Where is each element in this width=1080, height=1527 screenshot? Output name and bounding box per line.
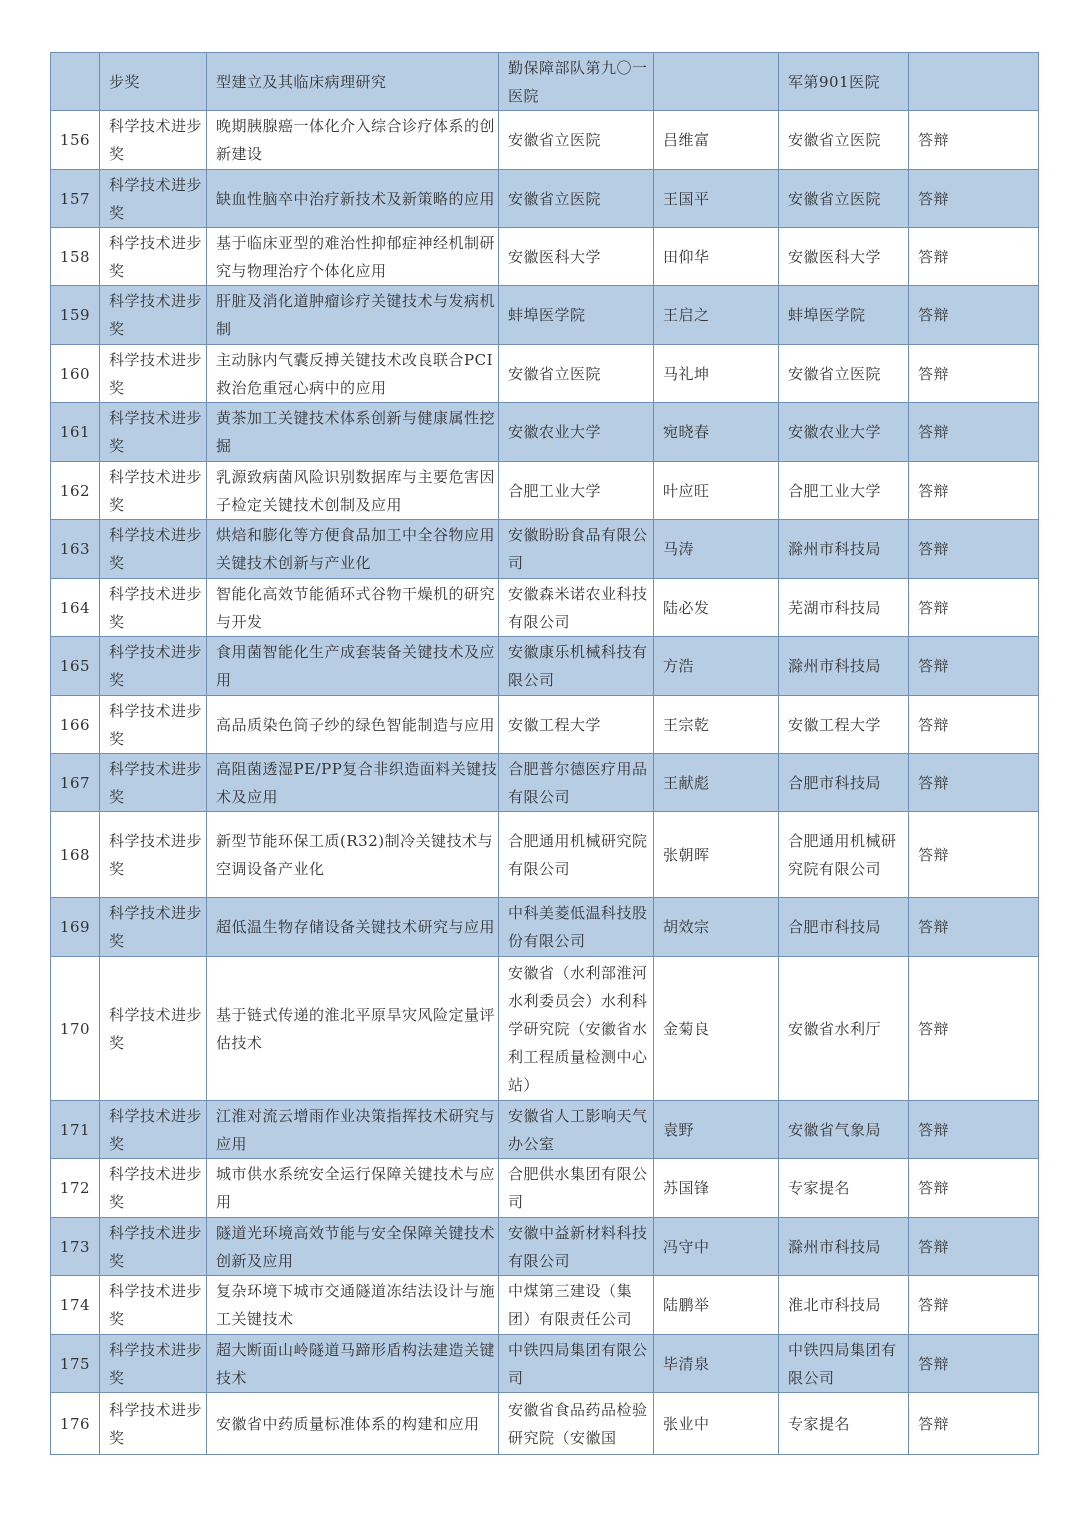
cell-no: 173: [51, 1218, 100, 1276]
cell-nominator: 安徽医科大学: [779, 228, 909, 286]
cell-no: 166: [51, 696, 100, 754]
cell-unit: 安徽省立医院: [499, 111, 654, 170]
cell-person: 田仰华: [654, 228, 779, 286]
table-row: [51, 286, 1039, 345]
cell-method: 答辩: [909, 1393, 1039, 1455]
cell-unit: 安徽盼盼食品有限公司: [499, 520, 654, 579]
cell-project: 城市供水系统安全运行保障关键技术与应用: [207, 1159, 499, 1218]
cell-nominator: 安徽工程大学: [779, 696, 909, 754]
cell-nominator: 合肥工业大学: [779, 462, 909, 520]
cell-method: 答辩: [909, 111, 1039, 170]
cell-unit: 安徽省立医院: [499, 170, 654, 228]
cell-person: 胡效宗: [654, 898, 779, 957]
cell-no: 170: [51, 957, 100, 1101]
cell-nominator: 淮北市科技局: [779, 1276, 909, 1335]
cell-project: 缺血性脑卒中治疗新技术及新策略的应用: [207, 170, 499, 228]
cell-unit: 安徽工程大学: [499, 696, 654, 754]
cell-person: 陆必发: [654, 579, 779, 637]
table-row: [51, 898, 1039, 957]
cell-unit: 中科美菱低温科技股份有限公司: [499, 898, 654, 957]
cell-type: 科学技术进步奖: [100, 1159, 207, 1218]
cell-no: 176: [51, 1393, 100, 1455]
cell-person: 宛晓春: [654, 403, 779, 462]
cell-no: 172: [51, 1159, 100, 1218]
cell-type: 科学技术进步奖: [100, 812, 207, 898]
cell-nominator: 安徽省气象局: [779, 1101, 909, 1159]
cell-nominator: 专家提名: [779, 1159, 909, 1218]
cell-unit: 合肥工业大学: [499, 462, 654, 520]
cell-method: 答辩: [909, 170, 1039, 228]
cell-type: 科学技术进步奖: [100, 345, 207, 403]
cell-unit: 安徽省立医院: [499, 345, 654, 403]
cell-type: 科学技术进步奖: [100, 696, 207, 754]
cell-method: 答辩: [909, 898, 1039, 957]
cell-type: 科学技术进步奖: [100, 637, 207, 696]
cell-no: [51, 53, 100, 111]
cell-unit: 安徽省食品药品检验研究院（安徽国: [499, 1393, 654, 1455]
cell-no: 156: [51, 111, 100, 170]
cell-method: 答辩: [909, 696, 1039, 754]
cell-type: 科学技术进步奖: [100, 1276, 207, 1335]
cell-project: 安徽省中药质量标准体系的构建和应用: [207, 1393, 499, 1455]
cell-type: 科学技术进步奖: [100, 228, 207, 286]
table-row: [51, 1101, 1039, 1159]
cell-person: 马礼坤: [654, 345, 779, 403]
cell-person: 叶应旺: [654, 462, 779, 520]
cell-nominator: 合肥市科技局: [779, 754, 909, 812]
cell-project: 黄茶加工关键技术体系创新与健康属性挖掘: [207, 403, 499, 462]
cell-type: 科学技术进步奖: [100, 1393, 207, 1455]
cell-person: 王启之: [654, 286, 779, 345]
table-row: [51, 1393, 1039, 1455]
cell-unit: 安徽森米诺农业科技有限公司: [499, 579, 654, 637]
cell-type: 科学技术进步奖: [100, 957, 207, 1101]
cell-person: 冯守中: [654, 1218, 779, 1276]
cell-type: 科学技术进步奖: [100, 462, 207, 520]
cell-unit: 中煤第三建设（集团）有限责任公司: [499, 1276, 654, 1335]
cell-nominator: 军第901医院: [779, 53, 909, 111]
cell-method: 答辩: [909, 637, 1039, 696]
cell-project: 晚期胰腺癌一体化介入综合诊疗体系的创新建设: [207, 111, 499, 170]
cell-nominator: 滁州市科技局: [779, 520, 909, 579]
cell-method: 答辩: [909, 403, 1039, 462]
table-row: [51, 1159, 1039, 1218]
cell-project: 乳源致病菌风险识别数据库与主要危害因子检定关键技术创制及应用: [207, 462, 499, 520]
cell-project: 隧道光环境高效节能与安全保障关键技术创新及应用: [207, 1218, 499, 1276]
cell-method: 答辩: [909, 345, 1039, 403]
cell-no: 165: [51, 637, 100, 696]
cell-person: 王国平: [654, 170, 779, 228]
cell-person: 王献彪: [654, 754, 779, 812]
cell-type: 科学技术进步奖: [100, 1218, 207, 1276]
cell-project: 肝脏及消化道肿瘤诊疗关键技术与发病机制: [207, 286, 499, 345]
cell-type: 科学技术进步奖: [100, 579, 207, 637]
cell-project: 新型节能环保工质(R32)制冷关键技术与空调设备产业化: [207, 812, 499, 898]
cell-project: 烘焙和膨化等方便食品加工中全谷物应用关键技术创新与产业化: [207, 520, 499, 579]
cell-project: 食用菌智能化生产成套装备关键技术及应用: [207, 637, 499, 696]
cell-no: 175: [51, 1335, 100, 1393]
cell-person: 袁野: [654, 1101, 779, 1159]
cell-nominator: 中铁四局集团有限公司: [779, 1335, 909, 1393]
cell-unit: 安徽中益新材料科技有限公司: [499, 1218, 654, 1276]
cell-no: 163: [51, 520, 100, 579]
table-row: [51, 111, 1039, 170]
table-row: [51, 1335, 1039, 1393]
cell-person: 王宗乾: [654, 696, 779, 754]
cell-no: 164: [51, 579, 100, 637]
cell-nominator: 安徽省立医院: [779, 111, 909, 170]
cell-project: 江淮对流云增雨作业决策指挥技术研究与应用: [207, 1101, 499, 1159]
cell-person: 吕维富: [654, 111, 779, 170]
table-row: [51, 228, 1039, 286]
table-row: [51, 53, 1039, 111]
cell-method: 答辩: [909, 520, 1039, 579]
award-table: [50, 52, 1039, 1455]
cell-method: 答辩: [909, 1335, 1039, 1393]
table-row: [51, 170, 1039, 228]
cell-method: 答辩: [909, 957, 1039, 1101]
table-row: [51, 754, 1039, 812]
cell-unit: 合肥普尔德医疗用品有限公司: [499, 754, 654, 812]
table-row: [51, 579, 1039, 637]
cell-nominator: 滁州市科技局: [779, 637, 909, 696]
cell-type: 步奖: [100, 53, 207, 111]
cell-person: 陆鹏举: [654, 1276, 779, 1335]
cell-project: 超大断面山岭隧道马蹄形盾构法建造关键技术: [207, 1335, 499, 1393]
cell-type: 科学技术进步奖: [100, 898, 207, 957]
cell-unit: 勤保障部队第九〇一医院: [499, 53, 654, 111]
cell-nominator: 安徽省立医院: [779, 170, 909, 228]
cell-no: 168: [51, 812, 100, 898]
cell-no: 158: [51, 228, 100, 286]
cell-type: 科学技术进步奖: [100, 1101, 207, 1159]
cell-no: 167: [51, 754, 100, 812]
cell-method: 答辩: [909, 286, 1039, 345]
cell-unit: 中铁四局集团有限公司: [499, 1335, 654, 1393]
cell-nominator: 专家提名: [779, 1393, 909, 1455]
table-row: [51, 1276, 1039, 1335]
cell-method: 答辩: [909, 1101, 1039, 1159]
table-row: [51, 696, 1039, 754]
cell-person: 张朝晖: [654, 812, 779, 898]
cell-no: 174: [51, 1276, 100, 1335]
table-row: [51, 957, 1039, 1101]
cell-type: 科学技术进步奖: [100, 286, 207, 345]
cell-type: 科学技术进步奖: [100, 754, 207, 812]
cell-no: 161: [51, 403, 100, 462]
cell-no: 157: [51, 170, 100, 228]
cell-type: 科学技术进步奖: [100, 520, 207, 579]
cell-person: [654, 53, 779, 111]
cell-unit: 安徽康乐机械科技有限公司: [499, 637, 654, 696]
cell-type: 科学技术进步奖: [100, 1335, 207, 1393]
cell-project: 型建立及其临床病理研究: [207, 53, 499, 111]
cell-nominator: 芜湖市科技局: [779, 579, 909, 637]
cell-method: 答辩: [909, 1276, 1039, 1335]
cell-method: 答辩: [909, 228, 1039, 286]
cell-method: [909, 53, 1039, 111]
cell-nominator: 安徽省水利厅: [779, 957, 909, 1101]
cell-nominator: 安徽省立医院: [779, 345, 909, 403]
cell-person: 张业中: [654, 1393, 779, 1455]
cell-nominator: 合肥通用机械研究院有限公司: [779, 812, 909, 898]
cell-no: 171: [51, 1101, 100, 1159]
cell-project: 高品质染色筒子纱的绿色智能制造与应用: [207, 696, 499, 754]
cell-method: 答辩: [909, 579, 1039, 637]
cell-person: 毕清泉: [654, 1335, 779, 1393]
cell-method: 答辩: [909, 462, 1039, 520]
cell-unit: 安徽农业大学: [499, 403, 654, 462]
cell-unit: 安徽省（水利部淮河水利委员会）水利科学研究院（安徽省水利工程质量检测中心站）: [499, 957, 654, 1101]
cell-person: 马涛: [654, 520, 779, 579]
cell-nominator: 滁州市科技局: [779, 1218, 909, 1276]
table-row: [51, 637, 1039, 696]
cell-no: 162: [51, 462, 100, 520]
cell-type: 科学技术进步奖: [100, 403, 207, 462]
cell-method: 答辩: [909, 812, 1039, 898]
table-row: [51, 812, 1039, 898]
cell-no: 169: [51, 898, 100, 957]
cell-unit: 安徽省人工影响天气办公室: [499, 1101, 654, 1159]
cell-person: 方浩: [654, 637, 779, 696]
cell-type: 科学技术进步奖: [100, 111, 207, 170]
table-row: [51, 462, 1039, 520]
cell-unit: 合肥通用机械研究院有限公司: [499, 812, 654, 898]
cell-unit: 安徽医科大学: [499, 228, 654, 286]
cell-project: 超低温生物存储设备关键技术研究与应用: [207, 898, 499, 957]
cell-project: 基于链式传递的淮北平原旱灾风险定量评估技术: [207, 957, 499, 1101]
cell-no: 160: [51, 345, 100, 403]
cell-unit: 蚌埠医学院: [499, 286, 654, 345]
cell-project: 高阻菌透湿PE/PP复合非织造面料关键技术及应用: [207, 754, 499, 812]
cell-nominator: 合肥市科技局: [779, 898, 909, 957]
table-row: [51, 403, 1039, 462]
table-row: [51, 345, 1039, 403]
cell-person: 苏国锋: [654, 1159, 779, 1218]
cell-project: 复杂环境下城市交通隧道冻结法设计与施工关键技术: [207, 1276, 499, 1335]
table-row: [51, 1218, 1039, 1276]
cell-method: 答辩: [909, 1159, 1039, 1218]
cell-person: 金菊良: [654, 957, 779, 1101]
cell-project: 基于临床亚型的难治性抑郁症神经机制研究与物理治疗个体化应用: [207, 228, 499, 286]
cell-project: 智能化高效节能循环式谷物干燥机的研究与开发: [207, 579, 499, 637]
cell-project: 主动脉内气囊反搏关键技术改良联合PCI救治危重冠心病中的应用: [207, 345, 499, 403]
cell-nominator: 安徽农业大学: [779, 403, 909, 462]
cell-type: 科学技术进步奖: [100, 170, 207, 228]
cell-unit: 合肥供水集团有限公司: [499, 1159, 654, 1218]
table-row: [51, 520, 1039, 579]
cell-no: 159: [51, 286, 100, 345]
cell-method: 答辩: [909, 1218, 1039, 1276]
cell-nominator: 蚌埠医学院: [779, 286, 909, 345]
cell-method: 答辩: [909, 754, 1039, 812]
